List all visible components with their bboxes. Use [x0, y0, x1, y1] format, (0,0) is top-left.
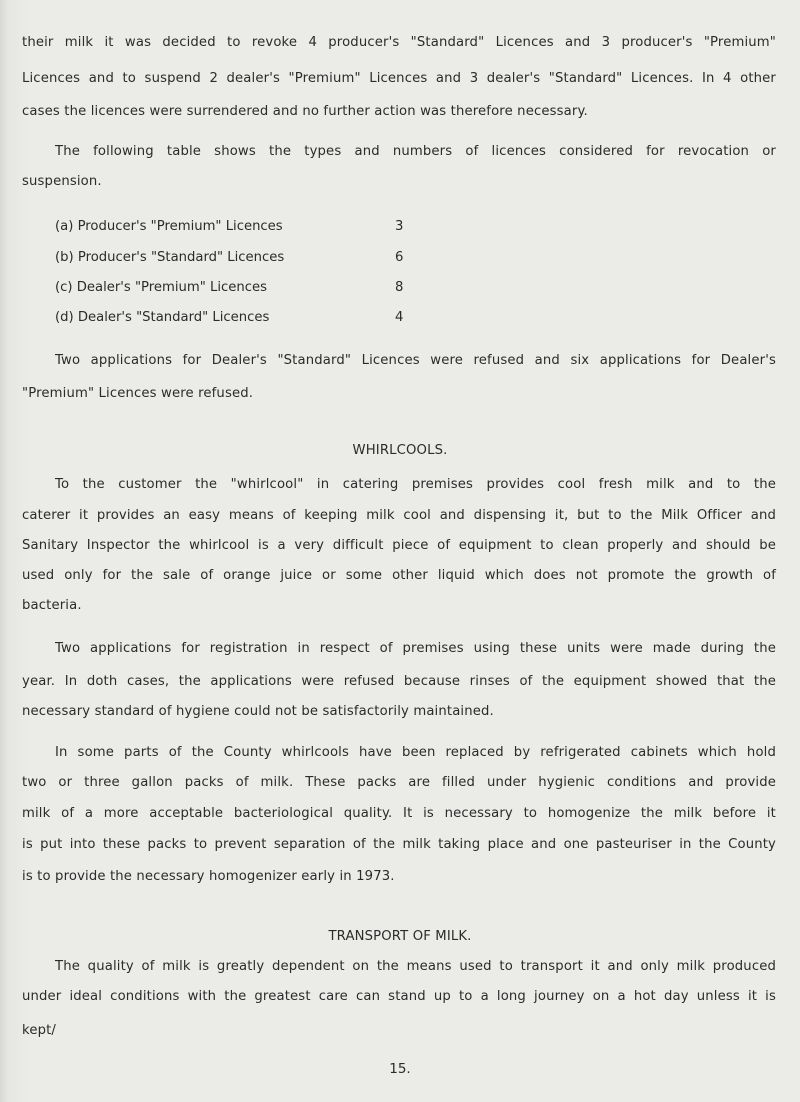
paragraph-line: "Premium" Licences were refused.: [22, 386, 254, 401]
paragraph-line: caterer it provides an easy means of keeping milk cool and dispensing it, but to the Milk Officer and: [22, 508, 776, 523]
paragraph-line: bacteria.: [22, 598, 82, 613]
paragraph-line: under ideal conditions with the greatest care can stand up to a long journey on a hot day unless it is: [22, 989, 776, 1004]
paragraph-line: two or three gallon packs of milk. These packs are filled under hygienic conditions and provide: [22, 775, 776, 790]
paragraph-line: used only for the sale of orange juice or some other liquid which does not promote the growth of: [22, 568, 776, 583]
paragraph-line: Two applications for registration in respect of premises using these units were made during the: [55, 641, 776, 656]
paragraph-line: In some parts of the County whirlcools have been replaced by refrigerated cabinets which hold: [55, 745, 776, 760]
paragraph-line: suspension.: [22, 174, 102, 189]
table-row-label: (a) Producer's "Premium" Licences: [55, 219, 283, 234]
paragraph-line: Two applications for Dealer's "Standard" Licences were refused and six applications for Dealer's: [55, 353, 776, 368]
page-number: 15.: [389, 1061, 411, 1077]
section-heading: TRANSPORT OF MILK.: [328, 929, 472, 944]
paragraph-line: To the customer the "whirlcool" in catering premises provides cool fresh milk and to the: [55, 477, 776, 492]
paragraph-line: Licences and to suspend 2 dealer's "Premium" Licences and 3 dealer's "Standard" Licences. In 4 other: [22, 71, 776, 86]
paragraph-line: is to provide the necessary homogenizer early in 1973.: [22, 869, 395, 884]
paragraph-line: The following table shows the types and numbers of licences considered for revocation or: [55, 144, 776, 159]
table-row-value: 3: [395, 219, 404, 234]
table-row-label: (b) Producer's "Standard" Licences: [55, 250, 285, 265]
table-row-value: 4: [395, 310, 404, 325]
paragraph-line: The quality of milk is greatly dependent on the means used to transport it and only milk produced: [55, 959, 776, 974]
table-row-label: (c) Dealer's "Premium" Licences: [55, 280, 267, 295]
table-row-label: (d) Dealer's "Standard" Licences: [55, 310, 270, 325]
paragraph-line: year. In doth cases, the applications were refused because rinses of the equipment showed that the: [22, 674, 776, 689]
paragraph-line: necessary standard of hygiene could not be satisfactorily maintained.: [22, 704, 494, 719]
table-row-value: 8: [395, 280, 404, 295]
table-row-value: 6: [395, 250, 404, 265]
paragraph-line: Sanitary Inspector the whirlcool is a very difficult piece of equipment to clean properly and should be: [22, 538, 776, 553]
paragraph-line: is put into these packs to prevent separation of the milk taking place and one pasteuriser in the County: [22, 837, 776, 852]
paragraph-line: kept/: [22, 1023, 57, 1038]
section-heading: WHIRLCOOLS.: [352, 443, 448, 458]
paragraph-line: their milk it was decided to revoke 4 producer's "Standard" Licences and 3 producer's "Premium": [22, 35, 776, 50]
paragraph-line: cases the licences were surrendered and no further action was therefore necessary.: [22, 104, 588, 119]
paragraph-line: milk of a more acceptable bacteriological quality. It is necessary to homogenize the milk before it: [22, 806, 776, 821]
